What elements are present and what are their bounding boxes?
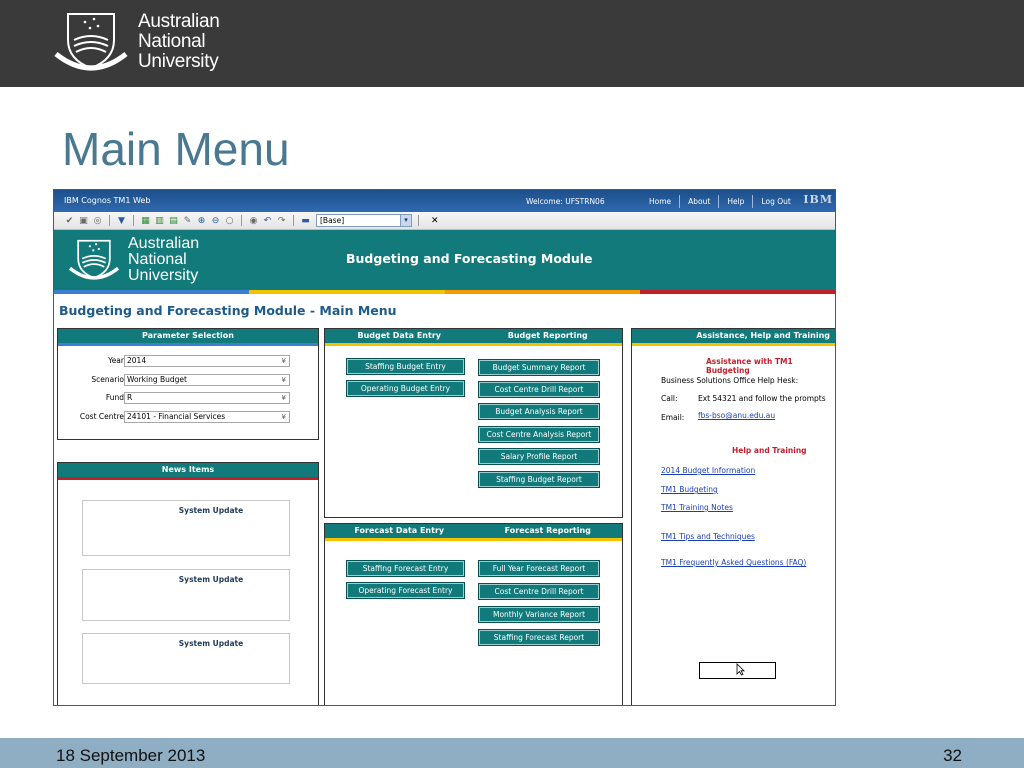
- param-row-year: [58, 355, 291, 367]
- email-link[interactable]: fbs-bso@anu.edu.au: [698, 411, 776, 420]
- budget-information-link[interactable]: 2014 Budget Information: [661, 466, 756, 475]
- chart-icon[interactable]: ▥: [155, 215, 164, 226]
- param-label: Scenario: [91, 375, 124, 384]
- param-row-scenario: [58, 374, 291, 386]
- news-item: [82, 500, 290, 556]
- fund-value: R: [127, 393, 133, 402]
- chevron-down-icon[interactable]: ¥: [281, 376, 286, 384]
- mouse-pointer-icon: [736, 663, 745, 676]
- forecast-reporting-header: Forecast Reporting: [504, 526, 591, 535]
- logo-line: Australian: [138, 11, 220, 32]
- salary-profile-report-button[interactable]: Salary Profile Report: [478, 448, 600, 465]
- news-item: [82, 633, 290, 684]
- cost-centre-analysis-report-button[interactable]: Cost Centre Analysis Report: [478, 426, 600, 443]
- stripe-segment: [54, 290, 249, 294]
- budget-summary-report-button[interactable]: Budget Summary Report: [478, 359, 600, 376]
- monthly-variance-report-button[interactable]: Monthly Variance Report: [478, 606, 600, 623]
- header-accent: [325, 343, 622, 346]
- news-header: News Items: [58, 463, 318, 477]
- app-name: IBM Cognos TM1 Web: [64, 196, 151, 205]
- view-select-value: [Base]: [320, 216, 345, 225]
- param-label: Fund: [105, 393, 124, 402]
- stripe-segment: [640, 290, 835, 294]
- anu-crest-icon: [66, 238, 122, 282]
- ibm-logo: IBM: [803, 193, 833, 206]
- operating-forecast-entry-button[interactable]: Operating Forecast Entry: [346, 582, 465, 599]
- param-row-cost-centre: [58, 411, 291, 423]
- budget-reporting-header: Budget Reporting: [507, 331, 588, 340]
- call-value: Ext 54321 and follow the prompts: [698, 394, 826, 403]
- color-stripe: [54, 290, 835, 294]
- banner-title: Budgeting and Forecasting Module: [346, 251, 593, 266]
- stripe-segment: [249, 290, 444, 294]
- nav-home-link[interactable]: Home: [641, 195, 680, 208]
- export-icon[interactable]: ▤: [169, 215, 178, 226]
- year-value: 2014: [127, 356, 147, 365]
- view-icon[interactable]: ▬: [301, 215, 310, 226]
- assistance-header: Assistance, Help and Training: [632, 329, 836, 343]
- footer-date: 18 September 2013: [56, 746, 206, 765]
- year-field[interactable]: [124, 355, 290, 367]
- save-icon[interactable]: ▣: [79, 215, 88, 226]
- news-panel: [57, 462, 319, 706]
- scenario-field[interactable]: [124, 374, 290, 386]
- logo-line: University: [138, 51, 219, 72]
- check-icon[interactable]: ✔: [65, 215, 74, 226]
- anu-wordmark: [138, 12, 220, 72]
- budget-header: [325, 329, 622, 343]
- filter-icon[interactable]: ▼: [118, 215, 125, 226]
- budget-panel: [324, 328, 623, 518]
- tm1-faq-link[interactable]: TM1 Frequently Asked Questions (FAQ): [661, 558, 807, 567]
- header-accent: [58, 343, 318, 346]
- logo-line: National: [128, 251, 187, 268]
- module-title: Budgeting and Forecasting Module - Main Menu: [59, 303, 397, 318]
- header-accent: [325, 538, 622, 541]
- assistance-panel: [631, 328, 836, 706]
- banner-logo: [66, 236, 199, 284]
- anu-crest-icon: [52, 10, 130, 74]
- chevron-down-icon[interactable]: ¥: [281, 413, 286, 421]
- redo-icon[interactable]: ↷: [277, 215, 286, 226]
- news-item-title: System Update: [178, 506, 244, 515]
- staffing-forecast-entry-button[interactable]: Staffing Forecast Entry: [346, 560, 465, 577]
- staffing-budget-report-button[interactable]: Staffing Budget Report: [478, 471, 600, 488]
- param-row-fund: [58, 392, 291, 404]
- param-label: Cost Centre: [79, 412, 124, 421]
- tm1-training-notes-link[interactable]: TM1 Training Notes: [661, 503, 733, 512]
- news-item-title: System Update: [178, 639, 244, 648]
- module-banner: [54, 230, 835, 290]
- forecast-panel: [324, 523, 623, 706]
- back-icon[interactable]: ◉: [249, 215, 258, 226]
- parameter-panel: [57, 328, 319, 440]
- staffing-forecast-report-button[interactable]: Staffing Forecast Report: [478, 629, 600, 646]
- cost-centre-field[interactable]: [124, 411, 290, 423]
- close-icon[interactable]: ✕: [431, 215, 439, 226]
- chevron-down-icon[interactable]: ¥: [281, 394, 286, 402]
- logo-line: Australian: [128, 235, 200, 252]
- slide-title: Main Menu: [62, 123, 290, 175]
- email-label: Email:: [661, 413, 685, 422]
- tm1-budgeting-link[interactable]: TM1 Budgeting: [661, 485, 718, 494]
- nav-help-link[interactable]: Help: [719, 195, 753, 208]
- empty-input-box[interactable]: [699, 662, 776, 679]
- fund-field[interactable]: [124, 392, 290, 404]
- chevron-down-icon[interactable]: ¥: [281, 357, 286, 365]
- welcome-text: Welcome: UFSTRN06: [526, 197, 605, 206]
- tm1-web-window: [53, 189, 836, 706]
- nav-logout-link[interactable]: Log Out: [761, 196, 791, 206]
- zoom-icon[interactable]: ○: [225, 215, 234, 226]
- cost-centre-value: 24101 - Financial Services: [127, 412, 226, 421]
- zoom-in-icon[interactable]: ⊕: [197, 215, 206, 226]
- undo-icon[interactable]: ↶: [263, 215, 272, 226]
- budget-analysis-report-button[interactable]: Budget Analysis Report: [478, 403, 600, 420]
- toolbar-divider: [418, 215, 419, 226]
- banner-wordmark: [128, 236, 199, 284]
- assistance-subheader: Assistance with TM1 Budgeting: [706, 357, 793, 375]
- page-number: 32: [943, 746, 962, 765]
- staffing-budget-entry-button[interactable]: Staffing Budget Entry: [346, 358, 465, 375]
- grid-icon[interactable]: ▦: [141, 215, 150, 226]
- view-select[interactable]: [316, 214, 412, 227]
- toolbar-divider: [109, 215, 110, 226]
- budget-entry-header: Budget Data Entry: [357, 331, 441, 340]
- parameter-header: Parameter Selection: [58, 329, 318, 343]
- toolbar: [54, 212, 835, 230]
- news-item: [82, 569, 290, 621]
- tm1-tips-link[interactable]: TM1 Tips and Techniques: [661, 532, 755, 541]
- cognos-top-bar: [54, 190, 835, 212]
- logo-line: University: [128, 267, 199, 284]
- header-accent: [632, 343, 836, 346]
- nav-about-link[interactable]: About: [680, 195, 719, 208]
- office-text: Business Solutions Office Help Hesk:: [661, 376, 799, 385]
- slide-header: [0, 0, 1024, 87]
- top-nav: [641, 190, 799, 212]
- full-year-forecast-report-button[interactable]: Full Year Forecast Report: [478, 560, 600, 577]
- zoom-out-icon[interactable]: ⊖: [211, 215, 220, 226]
- param-label: Year: [108, 356, 124, 365]
- chevron-down-icon[interactable]: ▾: [400, 215, 411, 226]
- forecast-cost-centre-drill-report-button[interactable]: Cost Centre Drill Report: [478, 583, 600, 600]
- call-label: Call:: [661, 394, 678, 403]
- cost-centre-drill-report-button[interactable]: Cost Centre Drill Report: [478, 381, 600, 398]
- forecast-header: [325, 524, 622, 538]
- header-accent: [58, 477, 318, 480]
- operating-budget-entry-button[interactable]: Operating Budget Entry: [346, 380, 465, 397]
- refresh-icon[interactable]: ◎: [93, 215, 102, 226]
- help-training-heading: Help and Training: [732, 446, 807, 455]
- logo-line: National: [138, 31, 206, 52]
- stripe-segment: [445, 290, 640, 294]
- toolbar-divider: [241, 215, 242, 226]
- forecast-entry-header: Forecast Data Entry: [354, 526, 445, 535]
- anu-logo: [52, 10, 220, 74]
- toolbar-divider: [133, 215, 134, 226]
- news-item-title: System Update: [178, 575, 244, 584]
- scenario-value: Working Budget: [127, 375, 187, 384]
- edit-icon[interactable]: ✎: [183, 215, 192, 226]
- slide-footer: [0, 738, 1024, 768]
- toolbar-divider: [293, 215, 294, 226]
